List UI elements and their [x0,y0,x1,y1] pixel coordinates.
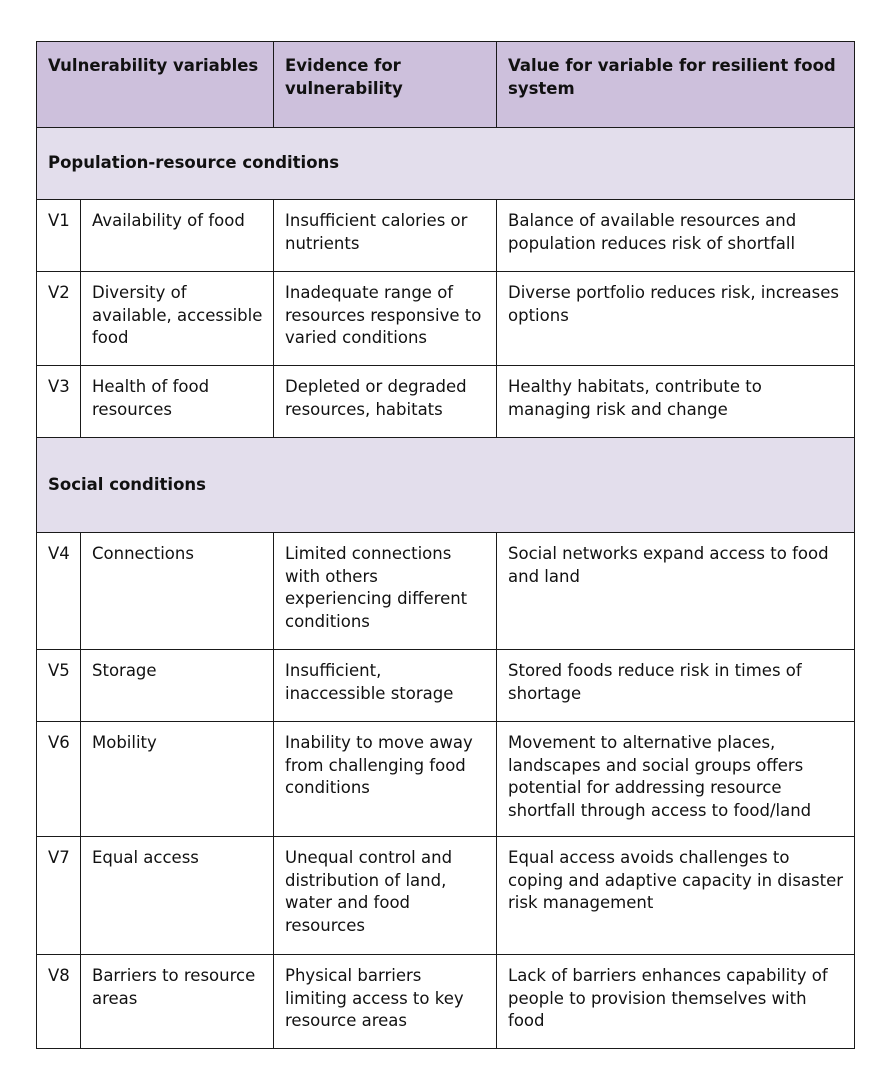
section-row [37,128,855,200]
variable-name: Availability of food [81,200,274,272]
variable-name: Storage [81,650,274,722]
variable-name: Barriers to resource areas [81,955,274,1049]
variable-name: Mobility [81,722,274,837]
variable-code: V1 [37,200,81,272]
variable-name: Connections [81,533,274,650]
variable-name: Health of food resources [81,366,274,438]
header-evidence: Evidence for vulnerability [274,42,497,128]
section-title: Social conditions [37,438,855,533]
value-cell: Diverse portfolio reduces risk, increases options [497,272,855,366]
table-row [37,200,855,272]
value-cell: Movement to alternative places, landscapes and social groups offers potential for addressing resource shortfall through access to food/land [497,722,855,837]
table-header-row [37,42,855,128]
vulnerability-table [36,41,855,1049]
table-row [37,650,855,722]
table-row [37,366,855,438]
evidence-cell: Inadequate range of resources responsive to varied conditions [274,272,497,366]
value-cell: Lack of barriers enhances capability of people to provision themselves with food [497,955,855,1049]
table-row [37,533,855,650]
header-variables: Vulnerability variables [37,42,274,128]
variable-code: V5 [37,650,81,722]
table-row [37,722,855,837]
variable-name: Equal access [81,837,274,955]
evidence-cell: Unequal control and distribution of land, water and food resources [274,837,497,955]
variable-code: V4 [37,533,81,650]
section-title: Population-resource conditions [37,128,855,200]
evidence-cell: Limited connections with others experiencing different conditions [274,533,497,650]
table-row [37,272,855,366]
value-cell: Balance of available resources and population reduces risk of shortfall [497,200,855,272]
value-cell: Social networks expand access to food and land [497,533,855,650]
evidence-cell: Insufficient, inaccessible storage [274,650,497,722]
table-row [37,837,855,955]
evidence-cell: Insufficient calories or nutrients [274,200,497,272]
variable-code: V8 [37,955,81,1049]
variable-name: Diversity of available, accessible food [81,272,274,366]
variable-code: V2 [37,272,81,366]
evidence-cell: Inability to move away from challenging food conditions [274,722,497,837]
value-cell: Stored foods reduce risk in times of shortage [497,650,855,722]
evidence-cell: Physical barriers limiting access to key resource areas [274,955,497,1049]
section-row [37,438,855,533]
header-value: Value for variable for resilient food system [497,42,855,128]
evidence-cell: Depleted or degraded resources, habitats [274,366,497,438]
value-cell: Healthy habitats, contribute to managing risk and change [497,366,855,438]
value-cell: Equal access avoids challenges to coping and adaptive capacity in disaster risk management [497,837,855,955]
variable-code: V7 [37,837,81,955]
table-row [37,955,855,1049]
variable-code: V3 [37,366,81,438]
variable-code: V6 [37,722,81,837]
